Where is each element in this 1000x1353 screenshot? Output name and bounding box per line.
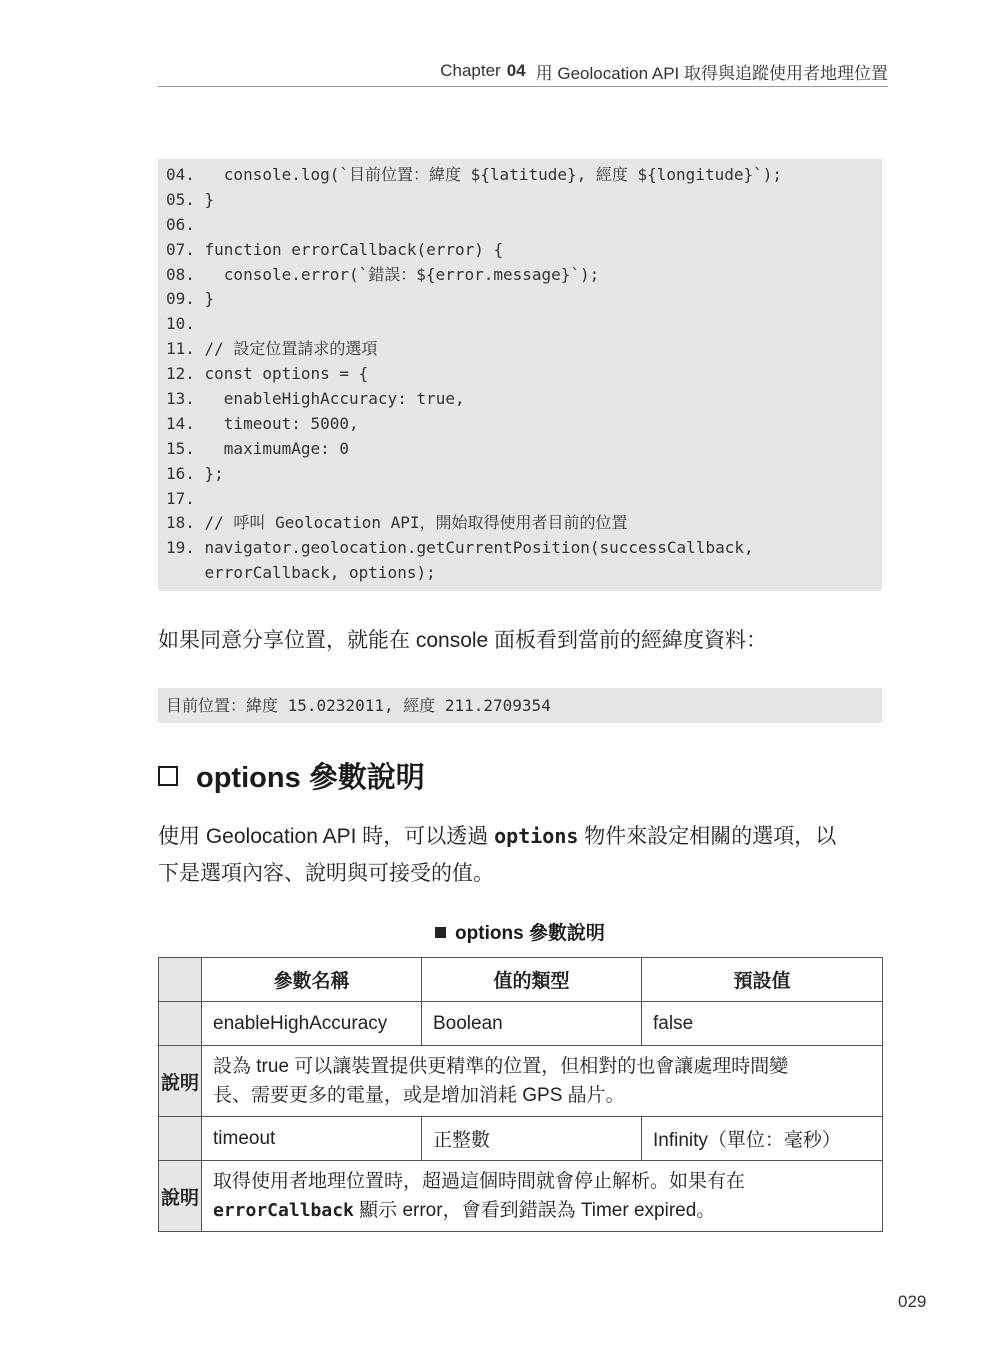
code-listing bbox=[158, 159, 882, 591]
description-label: 說明 bbox=[159, 1046, 202, 1117]
table-caption bbox=[158, 918, 882, 945]
page-number: 029 bbox=[898, 1292, 927, 1311]
checkbox-bullet-icon bbox=[158, 766, 178, 786]
corner-cell bbox=[159, 958, 202, 1002]
table-row bbox=[159, 1117, 883, 1161]
header-param-name: 參數名稱 bbox=[202, 958, 422, 1002]
chapter-title: 用 Geolocation API 取得與追蹤使用者地理位置 bbox=[535, 63, 888, 83]
code-line: 04. console.log(`目前位置：緯度 ${latitude}, 經度 ${longitude}`); bbox=[166, 165, 783, 184]
console-output: 目前位置：緯度 15.0232011, 經度 211.2709354 bbox=[158, 688, 882, 723]
options-paragraph bbox=[158, 818, 888, 892]
section-heading bbox=[158, 755, 425, 796]
chapter-number: 04 bbox=[506, 61, 526, 80]
code-line: 19. navigator.geolocation.getCurrentPosition(successCallback, bbox=[166, 538, 754, 558]
table-caption-text: options 參數說明 bbox=[455, 923, 605, 944]
table-description-row bbox=[159, 1161, 883, 1232]
intro-paragraph: 如果同意分享位置，就能在 console 面板看到當前的經緯度資料： bbox=[158, 629, 768, 652]
description-text: 取得使用者地理位置時，超過這個時間就會停止解析。如果有在 bbox=[213, 1171, 746, 1192]
param-default: Infinity（單位：毫秒） bbox=[642, 1117, 883, 1161]
param-type: 正整數 bbox=[422, 1117, 642, 1161]
description-label: 說明 bbox=[159, 1161, 202, 1232]
param-default: false bbox=[642, 1002, 883, 1046]
paragraph-text: 使用 Geolocation API 時，可以透過 bbox=[158, 825, 495, 848]
code-line: 17. bbox=[166, 488, 195, 508]
code-line: 11. // 設定位置請求的選項 bbox=[166, 339, 378, 359]
code-line: 12. const options = { bbox=[166, 364, 369, 384]
code-line: 07. function errorCallback(error) { bbox=[166, 239, 504, 259]
row-label-empty bbox=[159, 1117, 202, 1161]
code-line: 13. enableHighAccuracy: true, bbox=[166, 389, 465, 409]
description-text: 設為 true 可以讓裝置提供更精準的位置，但相對的也會讓處理時間變 bbox=[213, 1056, 789, 1077]
table-row bbox=[159, 1002, 883, 1046]
code-line: 18. // 呼叫 Geolocation API，開始取得使用者目前的位置 bbox=[166, 513, 628, 533]
code-line: 10. bbox=[166, 314, 195, 334]
param-name: enableHighAccuracy bbox=[202, 1002, 422, 1046]
inline-code: errorCallback bbox=[213, 1200, 354, 1221]
description-cell bbox=[202, 1161, 883, 1232]
paragraph-text: 物件來設定相關的選項，以 bbox=[578, 825, 837, 848]
running-header bbox=[158, 56, 888, 87]
paragraph-text: 下是選項內容、說明與可接受的值。 bbox=[158, 862, 494, 885]
options-table bbox=[158, 957, 883, 1232]
row-label-empty bbox=[159, 1002, 202, 1046]
header-default: 預設值 bbox=[642, 958, 883, 1002]
header-value-type: 值的類型 bbox=[422, 958, 642, 1002]
code-line: errorCallback, options); bbox=[166, 563, 436, 583]
code-line: 08. console.error(`錯誤：${error.message}`); bbox=[166, 264, 600, 284]
description-text: 長、需要更多的電量，或是增加消耗 GPS 晶片。 bbox=[213, 1085, 625, 1106]
table-header-row bbox=[159, 958, 883, 1002]
code-line: 14. timeout: 5000, bbox=[166, 413, 359, 433]
table-description-row bbox=[159, 1046, 883, 1117]
code-line: 16. }; bbox=[166, 463, 224, 483]
param-name: timeout bbox=[202, 1117, 422, 1161]
description-text: 顯示 error，會看到錯誤為 Timer expired。 bbox=[353, 1200, 716, 1221]
inline-code: options bbox=[494, 824, 579, 848]
description-cell bbox=[202, 1046, 883, 1117]
code-line: 09. } bbox=[166, 289, 215, 309]
code-line: 06. bbox=[166, 214, 195, 234]
code-line: 15. maximumAge: 0 bbox=[166, 438, 350, 458]
section-title: options 參數說明 bbox=[196, 762, 425, 794]
square-bullet-icon bbox=[435, 927, 446, 938]
chapter-label: Chapter bbox=[440, 61, 501, 80]
code-line: 05. } bbox=[166, 189, 215, 209]
param-type: Boolean bbox=[422, 1002, 642, 1046]
